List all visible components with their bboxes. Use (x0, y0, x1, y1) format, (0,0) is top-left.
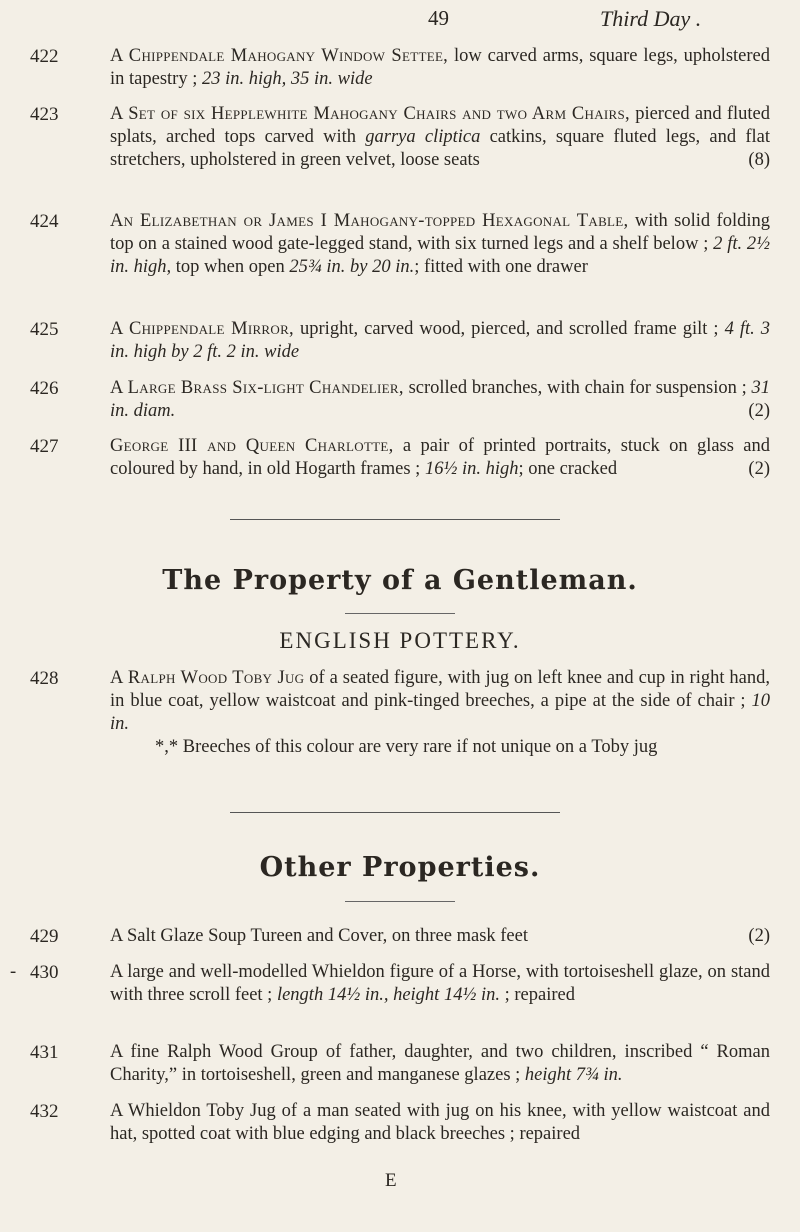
title-underline (345, 901, 455, 902)
lot-title: George III and Queen Charlotte, (110, 436, 394, 456)
lot-quantity: (8) (748, 150, 770, 170)
lot-number: 429 (30, 926, 59, 947)
lot-number: 422 (30, 46, 59, 67)
lot-426 (30, 377, 770, 423)
lot-title: A Chippendale Mahogany Window Settee, (110, 46, 449, 66)
section-title-other: Other Properties. (259, 852, 541, 883)
lot-dimensions: 2 ft. 2½ in. high, (110, 234, 771, 277)
lot-dimensions: height 7¾ in. (524, 1065, 623, 1085)
lot-title: A Chippendale Mirror, (110, 319, 294, 339)
lot-description: of a man seated with jug on his knee, with yellow waistcoat and hat, spotted coat with blue edging and black breeches ; repaired (110, 1101, 770, 1144)
lot-title: A large and well-modelled Whieldon figure of a Horse, (110, 962, 521, 982)
lot-title: A fine Ralph Wood Group (110, 1042, 318, 1062)
lot-432 (30, 1100, 770, 1146)
lot-description: scrolled branches, with chain for suspension ; (403, 378, 752, 398)
lot-description: of a seated figure, with jug on left knee and cup in right hand, in blue coat, yellow waistcoat and pink-tinged breeches, a pipe at the side of chair ; (110, 668, 770, 711)
page-header (0, 6, 800, 36)
lot-description: a pair of printed portraits, stuck on glass and coloured by hand, in old Hogarth frames ; (110, 436, 771, 479)
lot-number: 428 (30, 668, 59, 689)
lot-dimensions: 16½ in. high (424, 459, 519, 479)
lot-title: A Ralph Wood Toby Jug (110, 668, 305, 688)
lot-title: An Elizabethan or James I Mahogany-topped Hexagonal Table, (110, 211, 629, 231)
lot-description: with tortoiseshell glaze, on stand with three scroll feet ; (110, 962, 770, 1005)
lot-dimensions: 10 in. (110, 691, 770, 734)
lot-quantity: (2) (748, 926, 770, 946)
lot-quantity: (2) (748, 459, 770, 479)
lot-number: 432 (30, 1101, 59, 1122)
lot-number: 430 (30, 962, 59, 983)
lot-description: on three mask feet (387, 926, 528, 946)
title-underline (345, 613, 455, 614)
section-divider (230, 519, 560, 520)
lot-dimensions: length 14½ in., height 14½ in. (276, 985, 500, 1005)
section-title-gentleman: The Property of a Gentleman. (162, 565, 638, 596)
lot-description: of father, daughter, and two children, inscribed “ Roman Charity,” in tortoiseshell, green and manganese glazes ; (110, 1042, 770, 1085)
lot-description: low carved arms, square legs, upholstered in tapestry ; (110, 46, 770, 89)
lot-number: 431 (30, 1042, 59, 1063)
lot-title: A Salt Glaze Soup Tureen and Cover, (110, 926, 388, 946)
lot-quantity: (2) (748, 401, 770, 421)
lot-dimensions: 31 in. diam. (110, 378, 770, 421)
lot-423 (30, 103, 770, 172)
lot-description-cont: ; one cracked (518, 459, 618, 479)
lot-description: pierced and fluted splats, arched tops carved with (110, 104, 771, 147)
lot-422 (30, 45, 770, 91)
lot-428 (30, 667, 770, 736)
section-divider (230, 812, 560, 813)
lot-description-cont: top when open (171, 257, 290, 277)
lot-dimensions: 4 ft. 3 in. high by 2 ft. 2 in. wide (110, 319, 771, 362)
page-number: 49 (428, 6, 449, 30)
lot-number: 427 (30, 436, 59, 457)
lot-description-cont: catkins, square fluted legs, and flat stretchers, upholstered in green velvet, loose seats (110, 127, 770, 170)
lot-title: A Set of six Hepplewhite Mahogany Chairs and two Arm Chairs, (110, 104, 630, 124)
running-title: Third Day . (600, 6, 702, 31)
lot-424 (30, 210, 770, 279)
lot-number: 423 (30, 104, 59, 125)
lot-description: with solid folding top on a stained wood gate-legged stand, with six turned legs and a shelf below ; (110, 211, 770, 254)
margin-mark: - (10, 962, 17, 982)
lot-431 (30, 1041, 770, 1087)
lot-427 (30, 435, 770, 481)
lot-number: 426 (30, 378, 59, 399)
lot-429 (30, 925, 770, 948)
lot-title: A Large Brass Six-light Chandelier, (110, 378, 404, 398)
lot-description-end: ; fitted with one drawer (414, 257, 588, 277)
lot-425 (30, 318, 770, 364)
lot-botanical-name: garrya cliptica (365, 127, 481, 147)
lot-dimensions-2: 25¾ in. by 20 in. (289, 257, 415, 277)
lot-number: 425 (30, 319, 59, 340)
section-subtitle: ENGLISH POTTERY. (279, 628, 521, 653)
lot-number: 424 (30, 211, 59, 232)
lot-description: upright, carved wood, pierced, and scrolled frame gilt ; (294, 319, 725, 339)
lot-title: A Whieldon Toby Jug (110, 1101, 276, 1121)
lot-note: *,* Breeches of this colour are very rare if not unique on a Toby jug (155, 737, 658, 757)
lot-description-cont: ; repaired (499, 985, 575, 1005)
lot-dimensions: 23 in. high, 35 in. wide (201, 69, 373, 89)
lot-430 (10, 961, 770, 1007)
signature-mark: E (385, 1170, 397, 1191)
